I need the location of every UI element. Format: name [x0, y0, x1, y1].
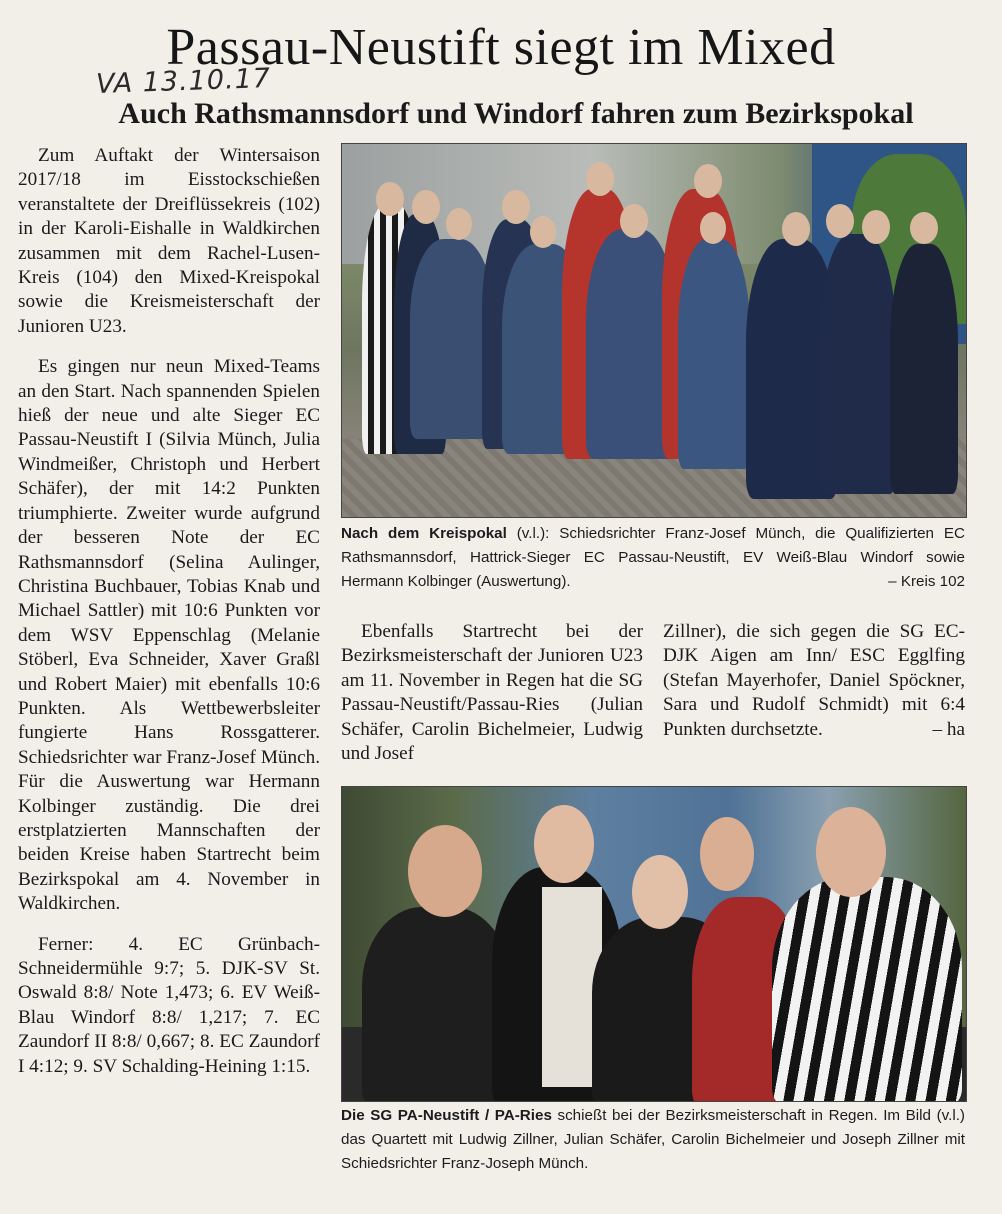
group-photo-kreispokal: [341, 143, 967, 518]
article-column-left: [18, 144, 320, 1095]
photo-caption-kreispokal: [341, 522, 965, 594]
article-paragraph-3: Ferner: 4. EC Grünbach-Schneidermühle 9:7; 5. DJK-SV St. Oswald 8:8/ Note 1,473; 6. EV Weiß-Blau Windorf 8:8/ 1,217; 7. EC Zaundorf II 8:8/ 0,667; 8. EC Zaundorf I 4:12; 9. SV Schalding-Heining 1:15.: [18, 933, 320, 1077]
article-column-right: [663, 620, 965, 742]
subheadline: Auch Rathsmannsdorf und Windorf fahren zum Bezirkspokal: [118, 97, 914, 130]
article-paragraph-4-part1: Ebenfalls Startrecht bei der Bezirksmeisterschaft der Junioren U23 am 11. November in Regen hat die SG Passau-Neustift/Passau-Ries (Julian Schäfer, Carolin Bichelmeier, Ludwig und Josef: [341, 621, 643, 765]
article-paragraph-4-part2: Zillner), die sich gegen die SG EC-DJK Aigen am Inn/ ESC Egglfing (Stefan Mayerhofer, Daniel Spöckner, Sara und Rudolf Schmidt) mit 6:4 Punkten durchsetzte.: [663, 621, 965, 740]
article-column-middle: [341, 620, 643, 766]
author-signature: – ha: [932, 718, 965, 740]
headline: Passau-Neustift siegt im Mixed: [166, 19, 836, 76]
article-paragraph-2: Es gingen nur neun Mixed-Teams an den Start. Nach spannenden Spielen hieß der neue und alte Sieger EC Passau-Neustift I (Silvia Münch, Julia Windmeißer, Christoph und Herbert Schäfer), der mit 14:2 Punkten triumphierte. Zweiter wurde aufgrund der besseren Note der EC Rathsmannsdorf (Selina Aulinger, Christina Buchbauer, Tobias Knab und Michael Sattler) mit 10:6 Punkten vor dem WSV Eppenschlag (Melanie Stöberl, Eva Schneider, Xaver Graßl und Robert Maier) mit ebenfalls 10:6 Punkten. Als Wettbewerbsleiter fungierte Hans Rossgatterer. Schiedsrichter war Franz-Josef Münch. Für die Auswertung war Hermann Kolbinger zuständig. Die drei erstplatzierten Mannschaften der beiden Kreise haben Startrecht beim Bezirkspokal am 4. November in Waldkirchen.: [18, 356, 320, 915]
photo-credit: – Kreis 102: [888, 573, 965, 590]
photo-caption-junior-team: [341, 1104, 965, 1176]
junior-team-photo: [341, 786, 967, 1102]
article-paragraph-1: Zum Auftakt der Wintersaison 2017/18 im Eisstockschießen veranstaltete der Dreiflüssekreis (102) in der Karoli-Eishalle in Waldkirchen zusammen mit dem Rachel-Lusen-Kreis (104) den Mixed-Kreispokal sowie die Kreismeisterschaft der Junioren U23.: [18, 145, 320, 337]
caption-lead: Nach dem Kreispokal: [341, 525, 507, 542]
handwritten-date-note: VA 13.10.17: [95, 62, 272, 101]
caption-text: schießt bei der Bezirksmeisterschaft in Regen. Im Bild (v.l.) das Quartett mit Ludwig Zillner, Julian Schäfer, Carolin Bichelmeier und Joseph Zillner mit Schiedsrichter Franz-Joseph Münch.: [341, 1107, 965, 1172]
caption-text: (v.l.): Schiedsrichter Franz-Josef Münch, die Qualifizierten EC Rathsmannsdorf, Hattrick-Sieger EC Passau-Neustift, EV Weiß-Blau Windorf sowie Hermann Kolbinger (Auswertung).: [341, 525, 965, 590]
caption-lead: Die SG PA-Neustift / PA-Ries: [341, 1107, 552, 1124]
